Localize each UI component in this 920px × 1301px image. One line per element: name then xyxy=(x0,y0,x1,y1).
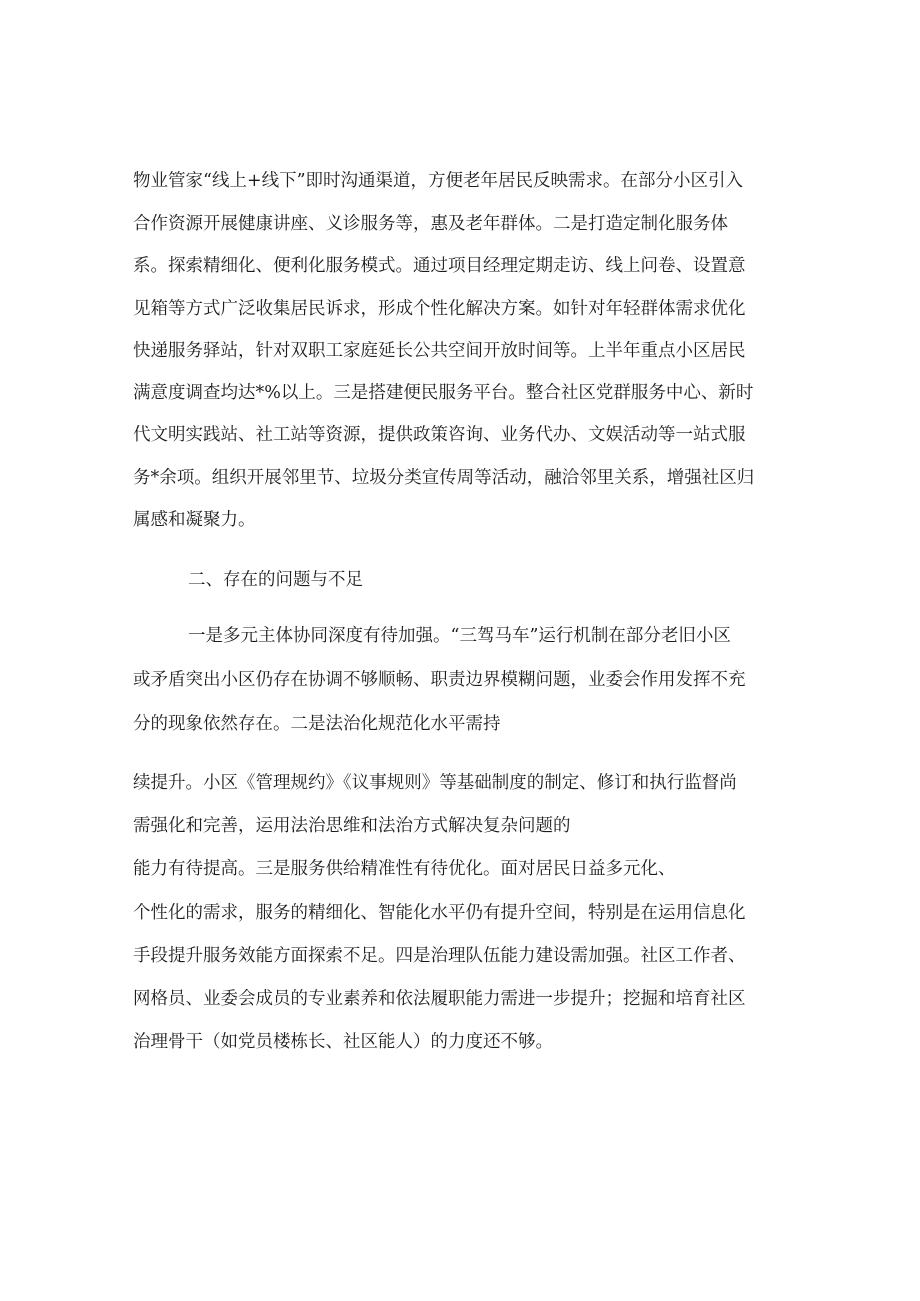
paragraph-line: 分的现象依然存在。二是法治化规范化水平需持 xyxy=(133,714,501,734)
paragraph-line: 能力有待提高。三是服务供给精准性有待优化。面对居民日益多元化、 xyxy=(133,859,676,879)
paragraph-line: 一是多元主体协同深度有待加强。“三驾马车”运行机制在部分老旧小区 xyxy=(188,626,731,646)
paragraph-line: 续提升。小区《管理规约》《议事规则》等基础制度的制定、修订和执行监督尚 xyxy=(133,773,737,793)
paragraph-line: 个性化的需求，服务的精细化、智能化水平仍有提升空间，特别是在运用信息化 xyxy=(133,903,746,923)
paragraph-line: 务*余项。组织开展邻里节、垃圾分类宣传周等活动，融洽邻里关系，增强社区归 xyxy=(133,468,755,488)
paragraph-line: 见箱等方式广泛收集居民诉求，形成个性化解决方案。如针对年轻群体需求优化 xyxy=(133,299,746,319)
paragraph-line: 属感和凝聚力。 xyxy=(133,510,256,530)
paragraph-line: 手段提升服务效能方面探索不足。四是治理队伍能力建设需加强。社区工作者、 xyxy=(133,946,746,966)
section-heading: 二、存在的问题与不足 xyxy=(188,570,363,590)
paragraph-line: 合作资源开展健康讲座、义诊服务等，惠及老年群体。二是打造定制化服务体 xyxy=(133,214,728,234)
paragraph-line: 网格员、业委会成员的专业素养和依法履职能力需进一步提升；挖掘和培育社区 xyxy=(133,989,746,1009)
paragraph-line: 快递服务驿站，针对双职工家庭延长公共空间开放时间等。上半年重点小区居民 xyxy=(133,341,746,361)
paragraph-line: 物业管家“线上+线下”即时沟通渠道，方便老年居民反映需求。在部分小区引入 xyxy=(133,171,744,191)
paragraph-line: 需强化和完善，运用法治思维和法治方式解决复杂问题的 xyxy=(133,816,571,836)
paragraph-line: 或矛盾突出小区仍存在协调不够顺畅、职责边界模糊问题，业委会作用发挥不充 xyxy=(133,670,746,690)
paragraph-line: 治理骨干（如党员楼栋长、社区能人）的力度还不够。 xyxy=(133,1032,553,1052)
paragraph-line: 满意度调查均达*%以上。三是搭建便民服务平台。整合社区党群服务中心、新时 xyxy=(133,383,754,403)
paragraph-line: 系。探索精细化、便利化服务模式。通过项目经理定期走访、线上问卷、设置意 xyxy=(133,256,746,276)
paragraph-line: 代文明实践站、社工站等资源，提供政策咨询、业务代办、文娱活动等一站式服 xyxy=(133,425,746,445)
